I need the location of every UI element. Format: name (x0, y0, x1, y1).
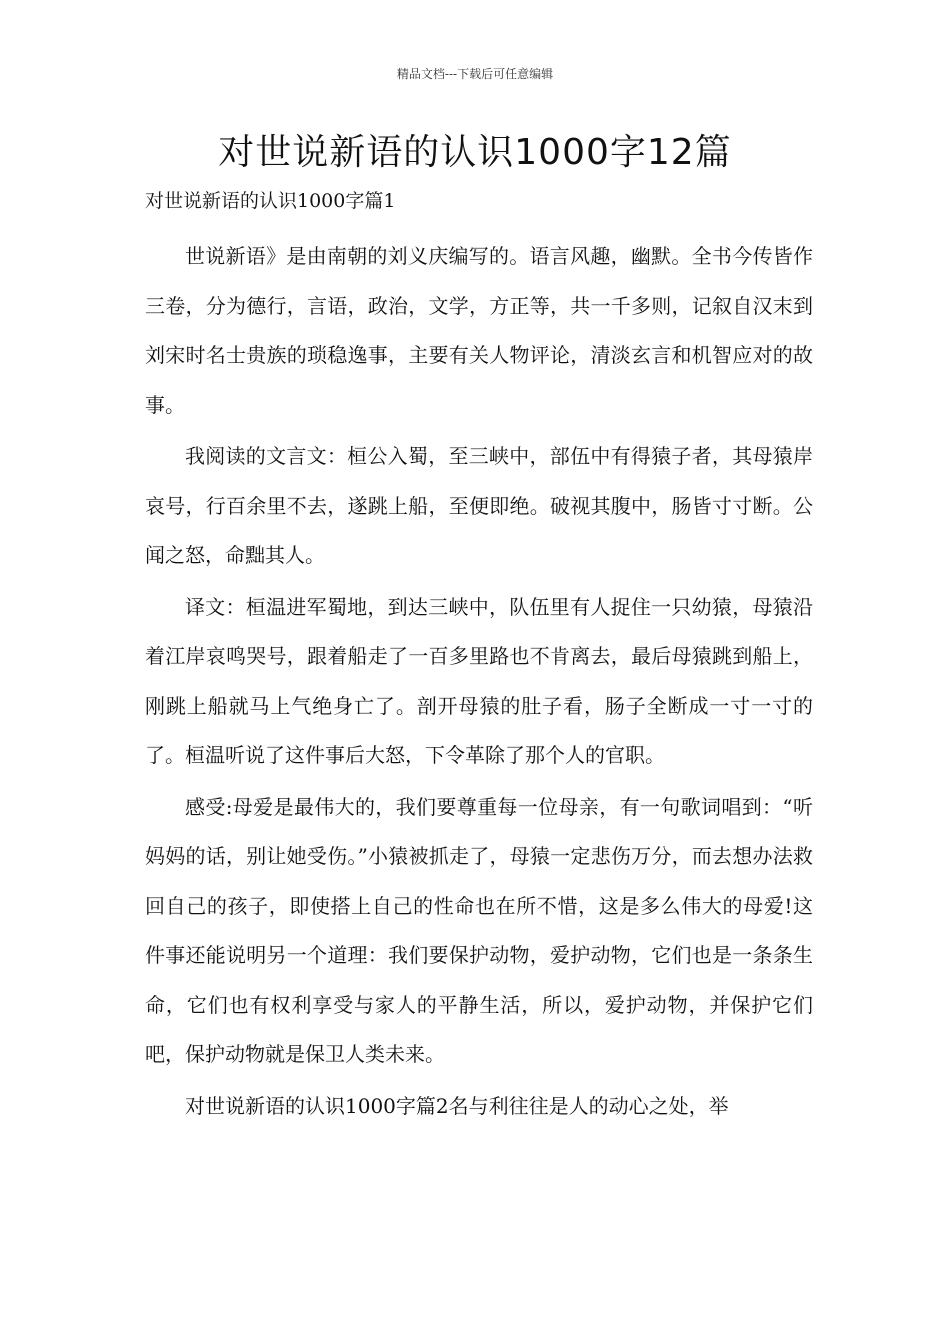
header-note: 精品文档---下载后可任意编辑 (396, 67, 554, 81)
paragraph-1: 世说新语》是由南朝的刘义庆编写的。语言风趣，幽默。全书今传皆作三卷，分为德行，言语，政治，文学，方正等，共一千多则，记叙自汉末到刘宋时名士贵族的琐稳逸事，主要有关人物评论，清淡玄言和机智应对的故事。 (145, 244, 813, 417)
document-title: 对世说新语的认识1000字12篇 (218, 132, 732, 173)
section-subtitle: 对世说新语的认识1000字篇1 (145, 190, 396, 212)
document-body (145, 232, 813, 1133)
paragraph-5: 对世说新语的认识1000字篇2名与利往往是人的动心之处，举 (185, 1093, 729, 1118)
paragraph-2: 我阅读的文言文：桓公入蜀，至三峡中，部伍中有得猿子者，其母猿岸哀号，行百余里不去，遂跳上船，至便即绝。破视其腹中，肠皆寸寸断。公闻之怒，命黜其人。 (145, 444, 813, 567)
paragraph-3: 译文：桓温进军蜀地，到达三峡中，队伍里有人捉住一只幼猿，母猿沿着江岸哀鸣哭号，跟着船走了一百多里路也不肯离去，最后母猿跳到船上，刚跳上船就马上气绝身亡了。剖开母猿的肚子看，肠子全断成一寸一寸的了。桓温听说了这件事后大怒，下令革除了那个人的官职。 (145, 594, 813, 767)
paragraph-4: 感受:母爱是最伟大的，我们要尊重每一位母亲，有一句歌词唱到：“听妈妈的话，别让她受伤。”小猿被抓走了，母猿一定悲伤万分，而去想办法救回自己的孩子，即使搭上自己的性命也在所不惜，这是多么伟大的母爱!这件事还能说明另一个道理：我们要保护动物，爱护动物，它们也是一条条生命，它们也有权利享受与家人的平静生活，所以，爱护动物，并保护它们吧，保护动物就是保卫人类未来。 (145, 794, 813, 1066)
